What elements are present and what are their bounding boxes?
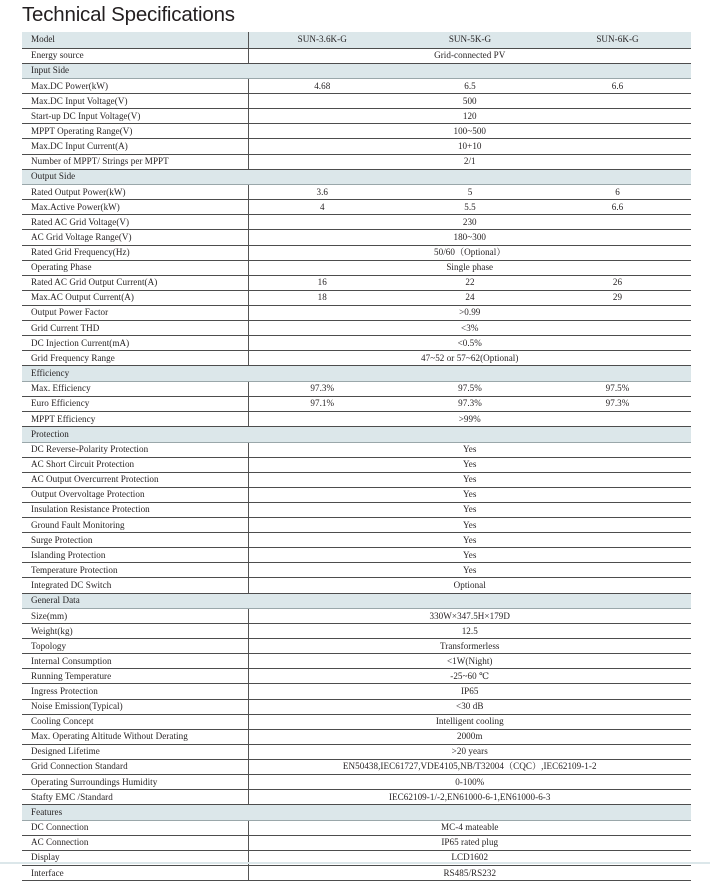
spec-label: Operating Phase: [22, 260, 248, 275]
section-header-label: Output Side: [22, 169, 691, 185]
spec-value-model-2: 22: [396, 275, 544, 290]
table-row: [22, 245, 691, 260]
table-row: [22, 442, 691, 457]
table-row: [22, 185, 691, 200]
spec-value-model-2: 97.3%: [396, 396, 544, 411]
spec-label: Weight(kg): [22, 624, 248, 639]
spec-value-all-models: MC-4 mateable: [248, 820, 691, 835]
table-row: [22, 759, 691, 774]
table-row: [22, 502, 691, 517]
spec-value-model-3: 6: [544, 185, 691, 200]
spec-label: Rated Output Power(kW): [22, 185, 248, 200]
table-row: [22, 775, 691, 790]
column-header-model-3: SUN-6K-G: [544, 32, 691, 48]
spec-label: Noise Emission(Typical): [22, 699, 248, 714]
column-header-model-2: SUN-5K-G: [396, 32, 544, 48]
table-row: [22, 305, 691, 320]
table-row: [22, 609, 691, 624]
spec-value-all-models: LCD1602: [248, 850, 691, 865]
spec-label: Surge Protection: [22, 533, 248, 548]
spec-value-all-models: >20 years: [248, 744, 691, 759]
spec-label: Grid Connection Standard: [22, 759, 248, 774]
table-row: [22, 411, 691, 426]
spec-value-model-2: 6.5: [396, 79, 544, 94]
section-header-row: [22, 427, 691, 443]
spec-label: Designed Lifetime: [22, 744, 248, 759]
spec-label: Interface: [22, 866, 248, 881]
spec-value-all-models: >99%: [248, 411, 691, 426]
spec-value-model-1: 97.1%: [248, 396, 396, 411]
table-row: [22, 533, 691, 548]
spec-label: AC Short Circuit Protection: [22, 457, 248, 472]
table-row: [22, 351, 691, 366]
spec-value-all-models: IP65 rated plug: [248, 835, 691, 850]
table-row: [22, 669, 691, 684]
section-header-row: [22, 805, 691, 821]
spec-label: MPPT Operating Range(V): [22, 124, 248, 139]
table-row: [22, 639, 691, 654]
spec-value-model-2: 5.5: [396, 200, 544, 215]
spec-value-all-models: 50/60（Optional）: [248, 245, 691, 260]
spec-label: Grid Frequency Range: [22, 351, 248, 366]
spec-label: Insulation Resistance Protection: [22, 502, 248, 517]
table-body: [22, 32, 691, 881]
spec-label: Output Overvoltage Protection: [22, 487, 248, 502]
spec-value-model-3: 29: [544, 290, 691, 305]
table-row: [22, 729, 691, 744]
spec-label: Max.DC Input Voltage(V): [22, 94, 248, 109]
spec-label: AC Grid Voltage Range(V): [22, 230, 248, 245]
spec-value-model-3: 26: [544, 275, 691, 290]
table-row: [22, 48, 691, 63]
section-header-row: [22, 63, 691, 79]
spec-label: Running Temperature: [22, 669, 248, 684]
section-header-label: Efficiency: [22, 366, 691, 382]
spec-label: AC Output Overcurrent Protection: [22, 472, 248, 487]
spec-value-all-models: <30 dB: [248, 699, 691, 714]
spec-label: Cooling Concept: [22, 714, 248, 729]
spec-value-model-1: 3.6: [248, 185, 396, 200]
table-row: [22, 260, 691, 275]
section-header-row: [22, 593, 691, 609]
spec-value-all-models: 180~300: [248, 230, 691, 245]
spec-value-model-1: 16: [248, 275, 396, 290]
spec-value-all-models: <0.5%: [248, 336, 691, 351]
table-row: [22, 654, 691, 669]
table-row: [22, 79, 691, 94]
spec-value-all-models: EN50438,IEC61727,VDE4105,NB/T32004（CQC）,IEC62109-1-2: [248, 759, 691, 774]
table-header-row: [22, 32, 691, 48]
spec-label: Number of MPPT/ Strings per MPPT: [22, 154, 248, 169]
spec-label: Size(mm): [22, 609, 248, 624]
spec-label: Start-up DC Input Voltage(V): [22, 109, 248, 124]
spec-label: Rated AC Grid Voltage(V): [22, 215, 248, 230]
column-header-model-1: SUN-3.6K-G: [248, 32, 396, 48]
spec-value-all-models: 500: [248, 94, 691, 109]
table-row: [22, 699, 691, 714]
spec-value-all-models: IP65: [248, 684, 691, 699]
spec-value-model-1: 97.3%: [248, 381, 396, 396]
table-row: [22, 684, 691, 699]
spec-value-all-models: RS485/RS232: [248, 866, 691, 881]
table-row: [22, 714, 691, 729]
table-row: [22, 321, 691, 336]
spec-value-all-models: Transformerless: [248, 639, 691, 654]
spec-value-model-2: 5: [396, 185, 544, 200]
column-header-model: Model: [22, 32, 248, 48]
spec-label: MPPT Efficiency: [22, 411, 248, 426]
table-row: [22, 396, 691, 411]
spec-value-all-models: Yes: [248, 548, 691, 563]
spec-label: DC Injection Current(mA): [22, 336, 248, 351]
spec-label: Internal Consumption: [22, 654, 248, 669]
table-row: [22, 200, 691, 215]
spec-value-all-models: Yes: [248, 487, 691, 502]
spec-value-all-models: >0.99: [248, 305, 691, 320]
spec-value-all-models: Yes: [248, 533, 691, 548]
spec-value-all-models: Yes: [248, 502, 691, 517]
spec-value-all-models: 230: [248, 215, 691, 230]
table-row: [22, 866, 691, 881]
table-row: [22, 94, 691, 109]
table-row: [22, 290, 691, 305]
spec-label: DC Reverse-Polarity Protection: [22, 442, 248, 457]
spec-label: Rated Grid Frequency(Hz): [22, 245, 248, 260]
spec-value-all-models: 2/1: [248, 154, 691, 169]
section-header-label: Features: [22, 805, 691, 821]
spec-label: Ground Fault Monitoring: [22, 518, 248, 533]
section-header-label: Input Side: [22, 63, 691, 79]
spec-label: Euro Efficiency: [22, 396, 248, 411]
spec-label: Operating Surroundings Humidity: [22, 775, 248, 790]
spec-label: Display: [22, 850, 248, 865]
spec-label: Integrated DC Switch: [22, 578, 248, 593]
spec-label: Max.AC Output Current(A): [22, 290, 248, 305]
section-header-row: [22, 366, 691, 382]
spec-label: DC Connection: [22, 820, 248, 835]
table-row: [22, 336, 691, 351]
spec-value-all-models: Yes: [248, 442, 691, 457]
spec-value-all-models: IEC62109-1/-2,EN61000-6-1,EN61000-6-3: [248, 790, 691, 805]
table-row: [22, 548, 691, 563]
spec-label: Energy source: [22, 48, 248, 63]
spec-value-all-models: 100~500: [248, 124, 691, 139]
spec-value-model-3: 6.6: [544, 79, 691, 94]
spec-value-all-models: Optional: [248, 578, 691, 593]
table-row: [22, 820, 691, 835]
spec-label: Grid Current THD: [22, 321, 248, 336]
spec-label: Max. Efficiency: [22, 381, 248, 396]
spec-value-all-models: Yes: [248, 518, 691, 533]
table-row: [22, 139, 691, 154]
spec-value-model-3: 97.5%: [544, 381, 691, 396]
spec-label: Topology: [22, 639, 248, 654]
spec-label: Max.Active Power(kW): [22, 200, 248, 215]
table-row: [22, 457, 691, 472]
technical-specifications-table: [22, 32, 691, 881]
spec-value-all-models: 10+10: [248, 139, 691, 154]
spec-value-all-models: <1W(Night): [248, 654, 691, 669]
spec-value-model-1: 4.68: [248, 79, 396, 94]
table-row: [22, 578, 691, 593]
table-row: [22, 215, 691, 230]
table-row: [22, 835, 691, 850]
table-row: [22, 275, 691, 290]
table-row: [22, 518, 691, 533]
spec-value-all-models: 0-100%: [248, 775, 691, 790]
spec-label: Max.DC Input Current(A): [22, 139, 248, 154]
spec-label: Temperature Protection: [22, 563, 248, 578]
spec-label: Rated AC Grid Output Current(A): [22, 275, 248, 290]
spec-value-all-models: Grid-connected PV: [248, 48, 691, 63]
spec-label: Stafty EMC /Standard: [22, 790, 248, 805]
spec-value-model-1: 4: [248, 200, 396, 215]
section-header-row: [22, 169, 691, 185]
table-row: [22, 230, 691, 245]
section-header-label: Protection: [22, 427, 691, 443]
spec-value-all-models: 12.5: [248, 624, 691, 639]
spec-value-model-3: 97.3%: [544, 396, 691, 411]
spec-label: Output Power Factor: [22, 305, 248, 320]
spec-value-model-2: 97.5%: [396, 381, 544, 396]
spec-value-all-models: 47~52 or 57~62(Optional): [248, 351, 691, 366]
spec-value-all-models: Single phase: [248, 260, 691, 275]
spec-value-all-models: -25~60 ℃: [248, 669, 691, 684]
spec-label: Islanding Protection: [22, 548, 248, 563]
table-row: [22, 124, 691, 139]
table-row: [22, 154, 691, 169]
table-row: [22, 563, 691, 578]
table-row: [22, 109, 691, 124]
spec-value-model-3: 6.6: [544, 200, 691, 215]
spec-value-all-models: Yes: [248, 457, 691, 472]
spec-label: AC Connection: [22, 835, 248, 850]
spec-value-all-models: Intelligent cooling: [248, 714, 691, 729]
spec-label: Ingress Protection: [22, 684, 248, 699]
table-row: [22, 790, 691, 805]
spec-value-all-models: <3%: [248, 321, 691, 336]
page-title: Technical Specifications: [22, 3, 235, 26]
table-row: [22, 381, 691, 396]
spec-value-all-models: 2000m: [248, 729, 691, 744]
table-row: [22, 744, 691, 759]
spec-label: Max.DC Power(kW): [22, 79, 248, 94]
spec-value-all-models: 330W×347.5H×179D: [248, 609, 691, 624]
spec-value-all-models: Yes: [248, 563, 691, 578]
section-header-label: General Data: [22, 593, 691, 609]
table-row: [22, 487, 691, 502]
spec-value-model-2: 24: [396, 290, 544, 305]
spec-value-model-1: 18: [248, 290, 396, 305]
table-row: [22, 624, 691, 639]
spec-value-all-models: Yes: [248, 472, 691, 487]
table-row: [22, 472, 691, 487]
spec-label: Max. Operating Altitude Without Derating: [22, 729, 248, 744]
spec-value-all-models: 120: [248, 109, 691, 124]
